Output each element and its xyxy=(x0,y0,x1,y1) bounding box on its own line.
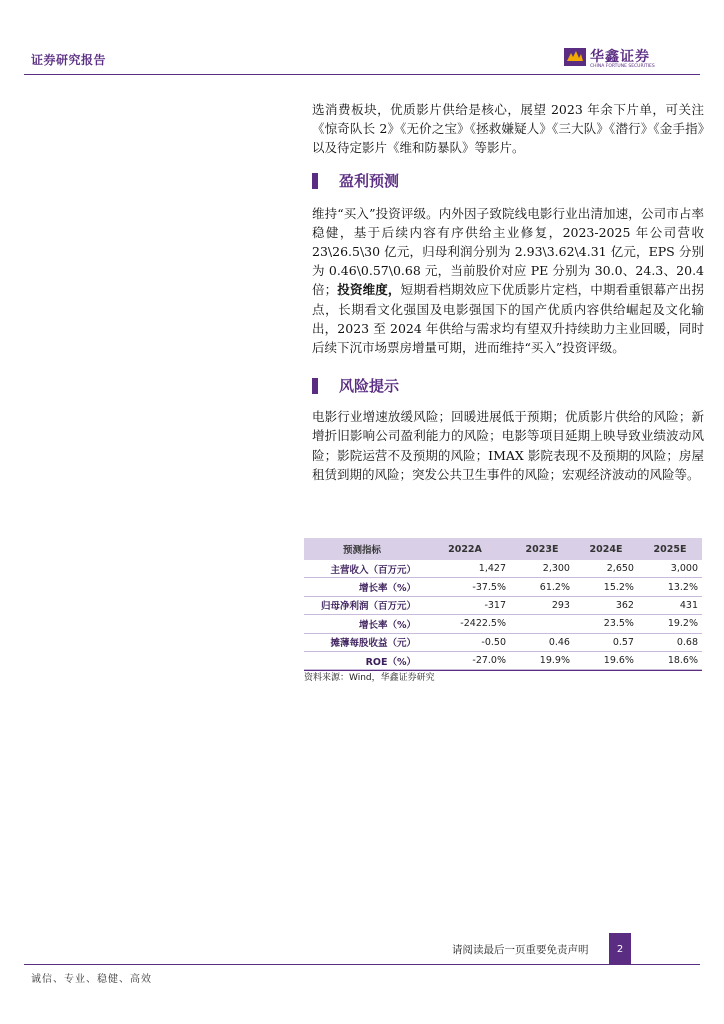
table-header-cell: 2022A xyxy=(448,543,482,555)
table-cell: 15.2% xyxy=(603,581,634,593)
row-label: 摊薄每股收益（元） xyxy=(330,638,416,650)
forecast-paragraph xyxy=(312,204,704,358)
table-cell: 18.6% xyxy=(667,655,698,667)
table-cell: 19.6% xyxy=(603,655,634,667)
table-cell: 23.5% xyxy=(603,618,634,630)
table-header-row xyxy=(304,538,702,560)
forecast-text-part2: 短期看档期效应下优质影片定档，中期看重银幕产出拐点，长期看文化强国及电影强国下的国产优质内容供给崛起及文化输出，2023 至 2024 年供给与需求均有望双升持续助力主业回暖，同时后续下沉市场票房增量可期，进而维持“买入”投资评级。 xyxy=(312,282,704,356)
table-cell: 362 xyxy=(615,599,634,611)
row-label: 归母净利润（百万元） xyxy=(320,601,416,613)
section-marker xyxy=(312,173,318,189)
table-row xyxy=(304,615,702,633)
table-row xyxy=(304,651,702,669)
risk-heading-text: 风险提示 xyxy=(339,377,400,396)
table-row xyxy=(304,560,702,578)
intro-paragraph: 选消费板块，优质影片供给是核心，展望 2023 年余下片单，可关注《惊奇队长 2》《无价之宝》《拯救嫌疑人》《三大队》《潜行》《金手指》以及待定影片《维和防暴队》等影片。 xyxy=(312,102,704,156)
table-header-cell: 2023E xyxy=(525,543,559,555)
table-cell: 431 xyxy=(679,599,698,611)
table-cell: 13.2% xyxy=(667,581,698,593)
table-header-cell: 预测指标 xyxy=(342,545,381,556)
forecast-text-part1: 维持“买入”投资评级。内外因子致院线电影行业出清加速，公司市占率稳健，基于后续内容有序供给主业修复，2023-2025 年公司营收 23\26.5\30 亿元，归母利润分别为 2.93\3.62\4.31 亿元，EPS 分别为 0.46\0.57\0.68 元，当前股价对应 PE 分别为 30.0、24.3、20.4 倍； xyxy=(312,205,704,298)
logo-mark-icon xyxy=(564,48,586,66)
table-cell: 0.46 xyxy=(548,636,570,648)
table-row xyxy=(304,578,702,596)
forecast-section-heading xyxy=(312,170,704,194)
row-label: 增长率（%） xyxy=(358,583,416,595)
table-cell: -317 xyxy=(484,599,506,611)
row-label: 增长率（%） xyxy=(358,619,416,631)
footer-divider xyxy=(24,964,700,965)
row-label: ROE（%） xyxy=(365,656,416,668)
disclaimer-link[interactable]: 请阅读最后一页重要免责声明 xyxy=(452,944,589,956)
forecast-table xyxy=(304,538,702,671)
table-cell: 2,300 xyxy=(542,563,570,575)
section-marker xyxy=(312,378,318,394)
table-cell: 293 xyxy=(551,599,570,611)
page-header xyxy=(0,0,724,78)
table-cell: -0.50 xyxy=(481,636,506,648)
table-cell: 0.68 xyxy=(676,636,698,648)
main-content xyxy=(312,100,704,484)
header-divider xyxy=(24,74,700,75)
company-logo xyxy=(564,46,674,72)
table-source-note: 资料来源：Wind，华鑫证券研究 xyxy=(304,673,435,683)
table-cell: 19.2% xyxy=(667,618,698,630)
row-label: 主营收入（百万元） xyxy=(330,564,416,576)
table-cell: 3,000 xyxy=(670,563,698,575)
table-row xyxy=(304,596,702,614)
logo-text-en: CHINA FORTUNE SECURITIES xyxy=(590,64,655,69)
risk-section-heading xyxy=(312,375,704,399)
table-cell: -2422.5% xyxy=(460,618,506,630)
table-cell: 61.2% xyxy=(539,581,570,593)
table-header-cell: 2025E xyxy=(653,543,687,555)
forecast-text-bold: 投资维度， xyxy=(337,282,401,298)
table-cell xyxy=(510,615,574,633)
table-cell: 1,427 xyxy=(478,563,506,575)
forecast-heading-text: 盈利预测 xyxy=(339,171,400,190)
page-number: 2 xyxy=(609,933,631,965)
table-row xyxy=(304,633,702,651)
table-cell: -27.0% xyxy=(472,655,506,667)
risk-paragraph: 电影行业增速放缓风险；回暖进展低于预期；优质影片供给的风险；新增折旧影响公司盈利能力的风险；电影等项目延期上映导致业绩波动风险；影院运营不及预期的风险；IMAX 影院表现不及预期的风险；房屋租赁到期的风险；突发公共卫生事件的风险；宏观经济波动的风险等。 xyxy=(312,409,704,482)
table-header-cell: 2024E xyxy=(589,543,623,555)
table-cell: -37.5% xyxy=(472,581,506,593)
report-type-label: 证券研究报告 xyxy=(31,53,107,67)
table-cell: 19.9% xyxy=(539,655,570,667)
table-cell: 2,650 xyxy=(606,563,634,575)
footer-motto: 诚信、专业、稳健、高效 xyxy=(31,974,152,985)
table-cell: 0.57 xyxy=(612,636,634,648)
logo-text-cn: 华鑫证券 xyxy=(590,49,650,65)
